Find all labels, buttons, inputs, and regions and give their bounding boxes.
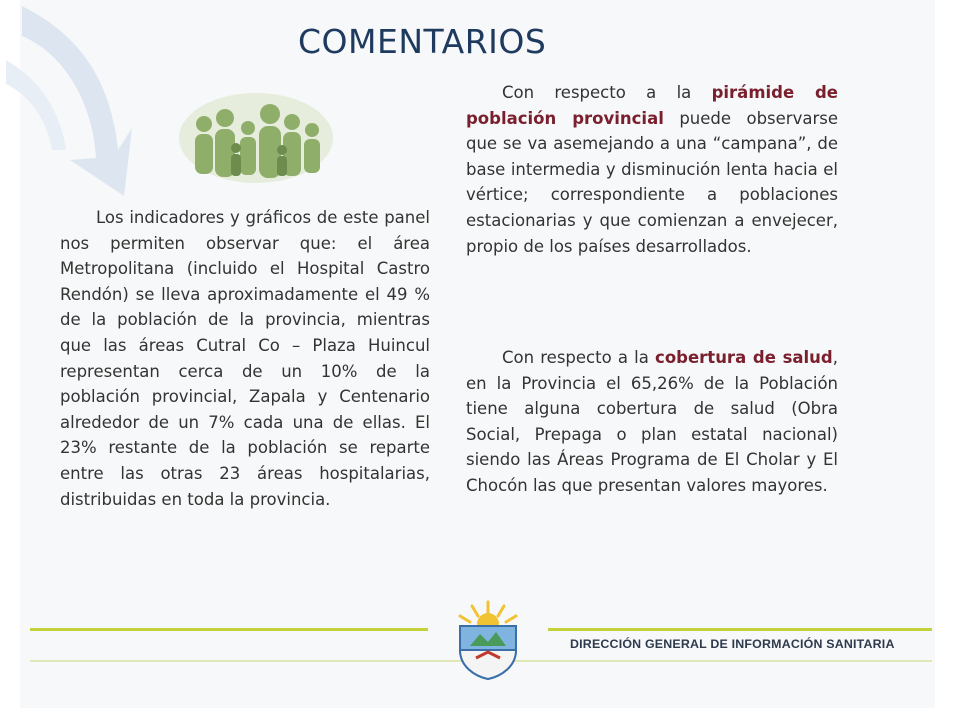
organization-name: DIRECCIÓN GENERAL DE INFORMACIÓN SANITARIA: [570, 637, 895, 651]
paragraph-emphasis: pirámide de población provincial: [466, 83, 838, 128]
coat-of-arms-icon: [450, 600, 526, 680]
left-paragraph: Los indicadores y gráficos de este panel nos permiten observar que: el área Metropolitana (incluido el Hospital Castro Rendón) se lleva aproximadamente el 49 % de la población de la provincia, mientras que las áreas Cutral Co – Plaza Huincul representan cerca de un 10% de la población provincial, Zapala y Centenario alrededor de un 7% cada una de ellas. El 23% restante de la población se reparte entre las otras 23 áreas hospitalarias, distribuidas en toda la provincia.: [60, 208, 430, 509]
footer-divider-left: [30, 628, 428, 631]
arrow-decoration-icon: [0, 0, 140, 200]
paragraph-suffix: puede observarse que se va asemejando a una “campana”, de base intermedia y disminución lenta hacia el vértice; correspondiente a poblaciones estacionarias y que comienzan a envejecer, propio de los países desarrollados.: [466, 108, 838, 256]
page-title: COMENTARIOS: [298, 22, 547, 61]
people-group-icon: [178, 92, 334, 184]
paragraph-emphasis: cobertura de salud: [655, 348, 833, 367]
population-pyramid-paragraph: [466, 80, 838, 259]
footer-divider-right: [548, 628, 932, 631]
health-coverage-paragraph: [466, 345, 838, 499]
paragraph-suffix: , en la Provincia el 65,26% de la Población tiene alguna cobertura de salud (Obra Social, Prepaga o plan estatal nacional) siendo las Áreas Programa de El Cholar y El Chocón las que presentan valores mayores.: [466, 348, 838, 495]
paragraph-prefix: Con respecto a la: [502, 348, 656, 367]
paragraph-prefix: Con respecto a la: [502, 83, 712, 102]
